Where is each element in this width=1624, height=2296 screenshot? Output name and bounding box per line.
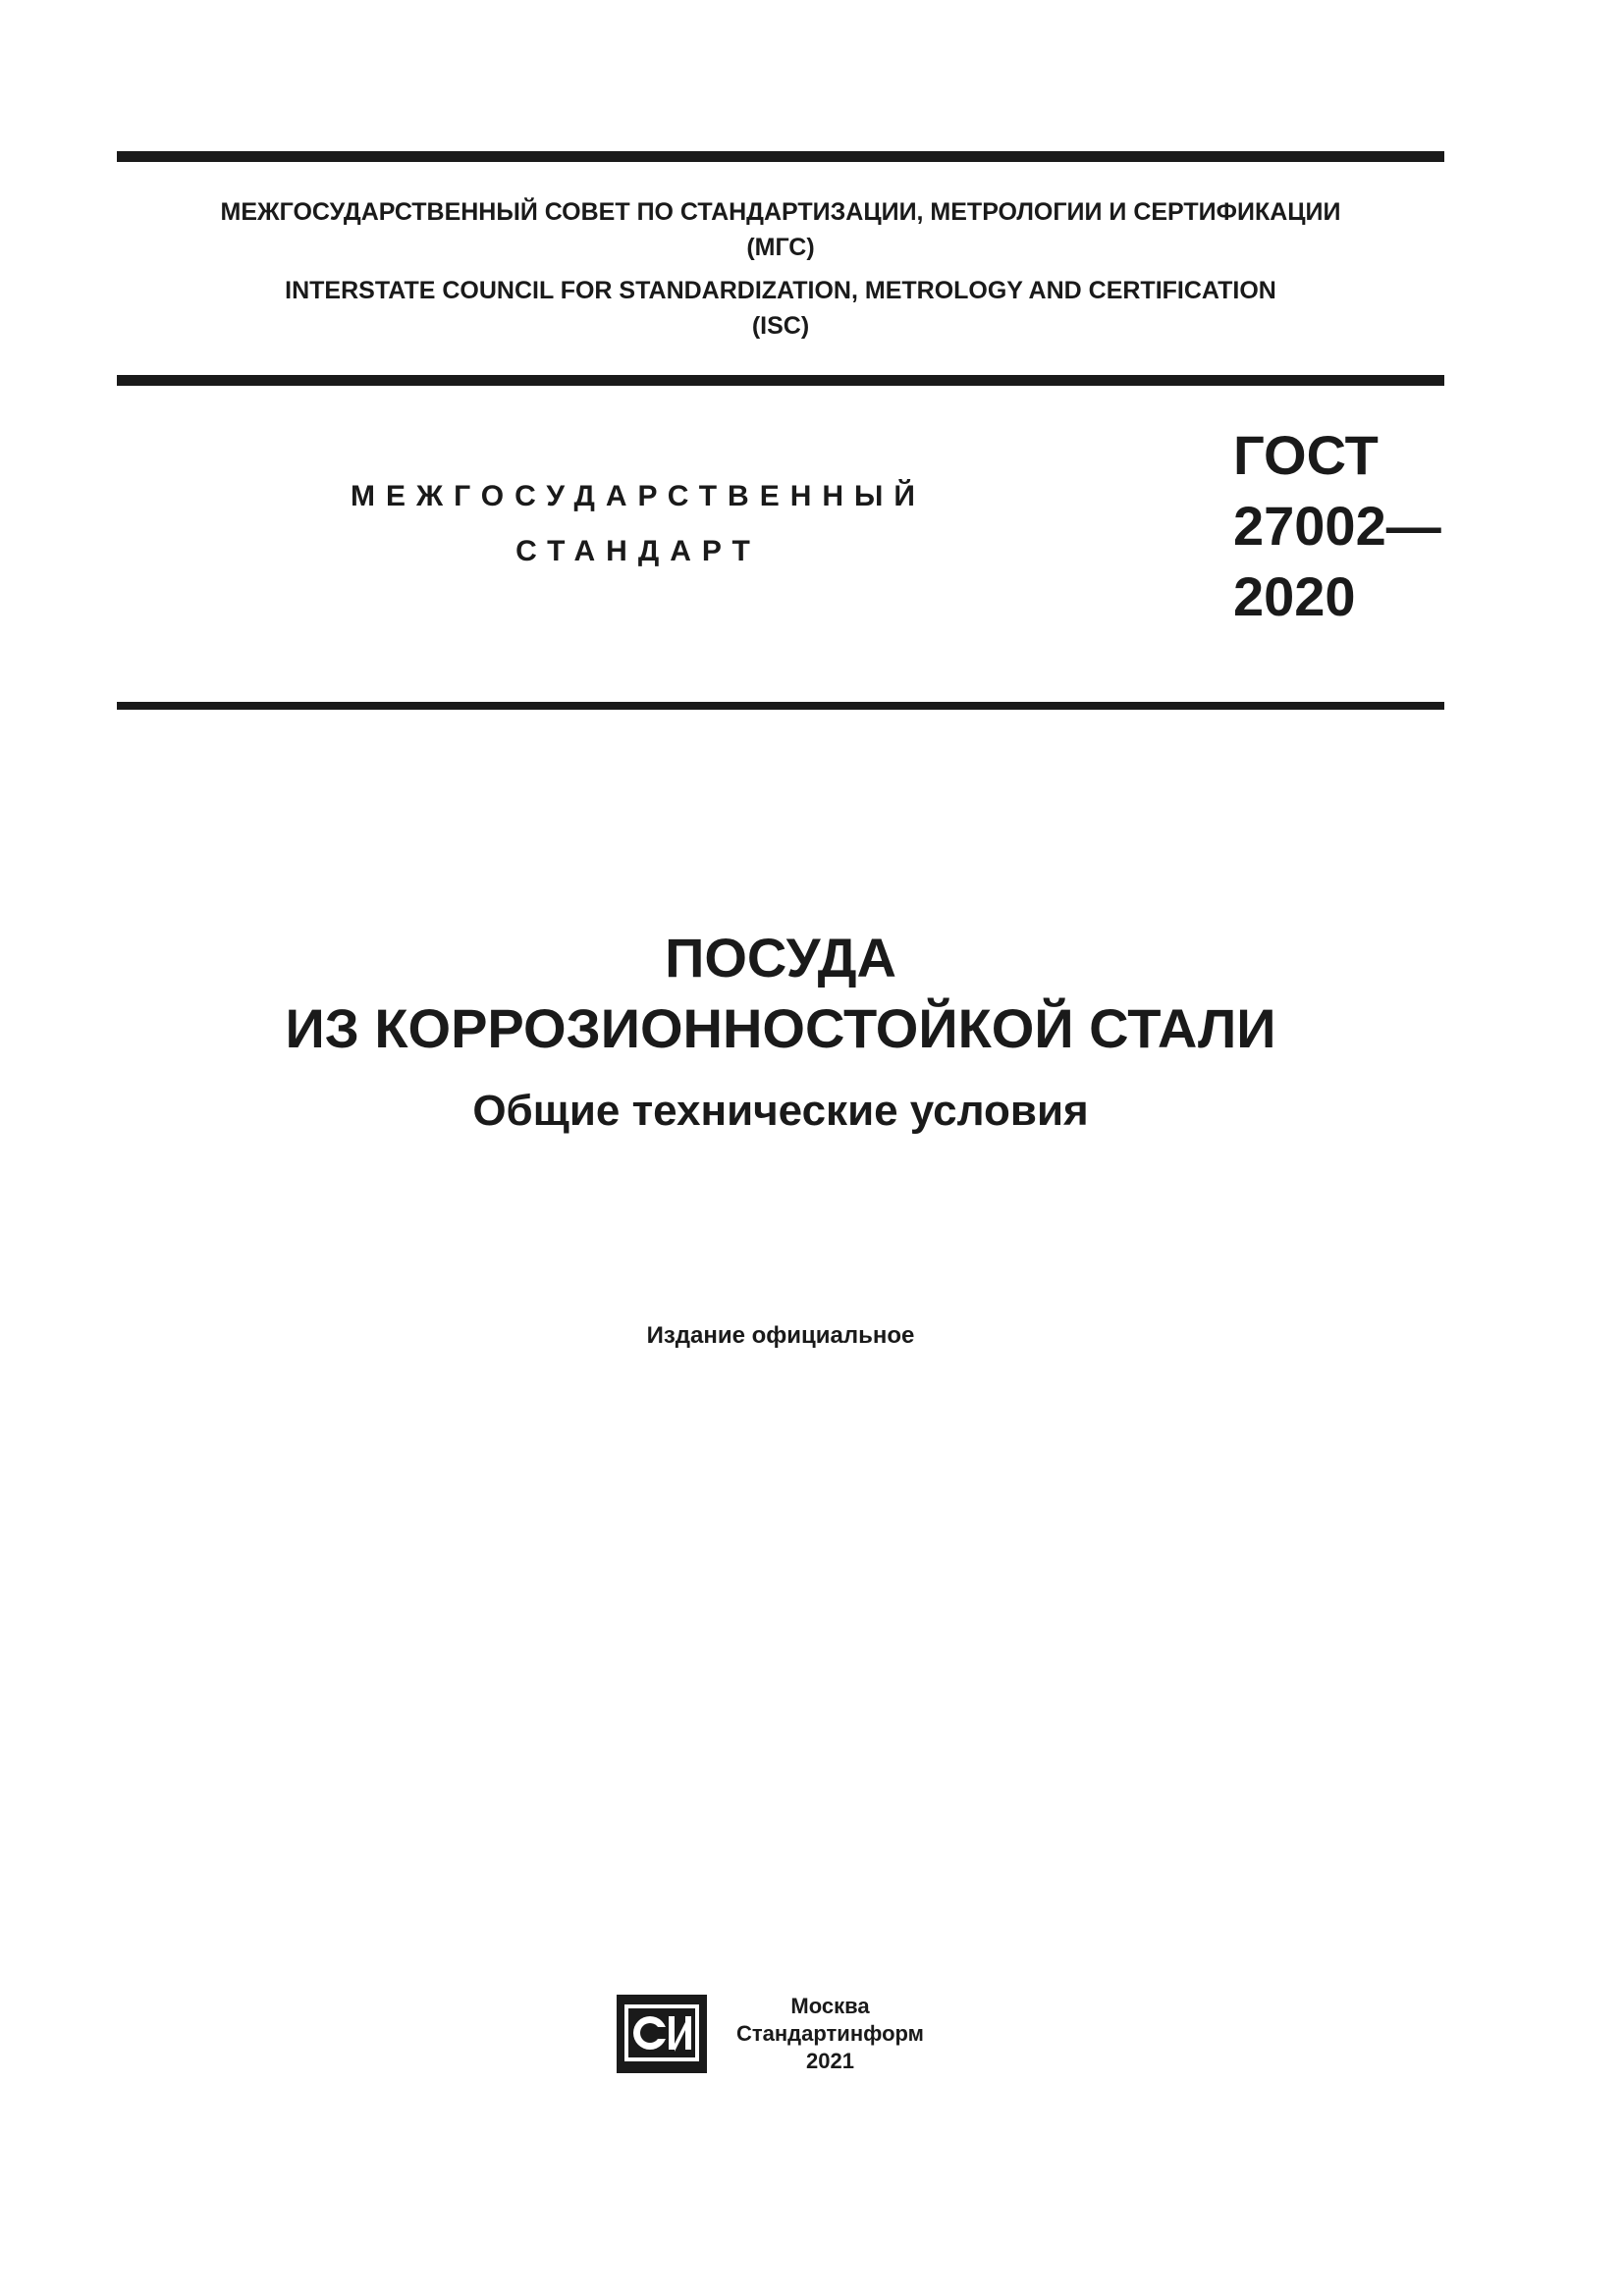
- council-abbr-ru: (МГС): [746, 234, 815, 261]
- standard-type: [236, 469, 1041, 579]
- standard-code: ГОСТ: [1233, 424, 1379, 486]
- publisher-year: 2021: [806, 2049, 854, 2073]
- council-header: [117, 194, 1444, 344]
- document-subtitle: Общие технические условия: [472, 1087, 1089, 1135]
- standard-designation: [1233, 420, 1441, 632]
- standartinform-logo-icon: [617, 1995, 707, 2073]
- title-line2: ИЗ КОРРОЗИОННОСТОЙКОЙ СТАЛИ: [285, 997, 1276, 1059]
- middle-rule: [117, 375, 1444, 386]
- standard-year: 2020: [1233, 565, 1356, 627]
- council-title-ru: МЕЖГОСУДАРСТВЕННЫЙ СОВЕТ ПО СТАНДАРТИЗАЦИИ, МЕТРОЛОГИИ И СЕРТИФИКАЦИИ: [220, 198, 1341, 226]
- publisher-block: [617, 1993, 924, 2075]
- publisher-city: Москва: [790, 1994, 870, 2018]
- council-abbr-en: (ISC): [751, 312, 810, 340]
- bottom-rule: [117, 702, 1444, 710]
- standard-number: 27002—: [1233, 495, 1441, 557]
- standard-type-line2: СТАНДАРТ: [515, 535, 761, 567]
- standard-type-line1: МЕЖГОСУДАРСТВЕННЫЙ: [351, 480, 926, 512]
- top-rule: [117, 151, 1444, 162]
- publisher-info: [736, 1993, 924, 2075]
- document-title: [117, 923, 1444, 1139]
- title-line1: ПОСУДА: [665, 927, 896, 988]
- council-title-en: INTERSTATE COUNCIL FOR STANDARDIZATION, METROLOGY AND CERTIFICATION: [285, 277, 1276, 304]
- publisher-name: Стандартинформ: [736, 2021, 924, 2046]
- edition-note: Издание официальное: [646, 1322, 915, 1349]
